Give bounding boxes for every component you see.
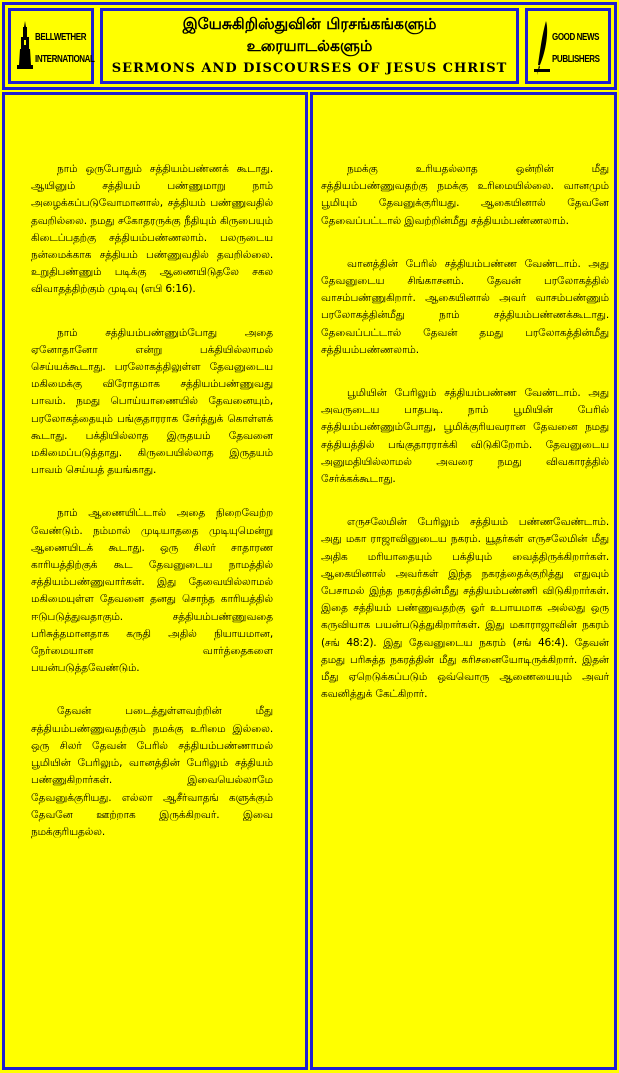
right-paragraph-3: பூமியின் பேரிலும் சத்தியம்பண்ண வேண்டாம். அது அவருடைய பாதபடி. நாம் பூமியின் பேரில் சத்தியம்பண்ணும்போது, பூமிக்குரியவரான தேவனை நமது சத்தியத்தில் பங்குதாரராக்கி விடுகிறோம். தேவனுடைய அனுமதியில்லாமல் அவரை நமது விவகாரத்தில் சேர்க்கக்கூடாது.	[321, 387, 609, 486]
title-english: SERMONS AND DISCOURSES OF JESUS CHRIST	[111, 61, 508, 76]
left-paragraph-2: நாம் சத்தியம்பண்ணும்போது அதை ஏனோதானோ என்று பக்தியில்லாமல் செய்யக்கூடாது. பரலோகத்திலுள்ள தேவனுடைய மகிமைக்கு விரோதமாக சத்தியம்பண்ணுவது பாவம். நமது பொய்யாணையில் தேவனையும், பரலோகத்தையும் பங்குதாரராக சேர்த்துக் கொள்ளக் கூடாது. பக்தியில்லாத இருதயம் தேவனை மகிமைப்படுத்தாது. கிருபையில்லாத இருதயம் பாவம் செய்யத் தயங்காது.	[31, 326, 273, 477]
title-tamil-line1: இயேசுகிறிஸ்துவின் பிரசங்கங்களும்	[182, 15, 437, 33]
bellwether-logo-line1: BELLWETHER	[35, 32, 87, 43]
bellwether-logo	[8, 8, 94, 84]
left-paragraph-4: தேவன் படைத்துள்ளவற்றின் மீது சத்தியம்பண்ணுவதற்கும் நமக்கு உரிமை இல்லை. ஒரு சிலர் தேவன் பேரில் சத்தியம்பண்ணாமல் பூமியின் பேரிலும், வானத்தின் பேரிலும் சத்தியம் பண்ணுகிறார்கள். இவையெல்லாமே தேவனுக்குரியது. எல்லா ஆசீர்வாதங் களுக்கும் தேவனே ஊற்றாக இருக்கிறவர். இவை நமக்குரியதல்ல.	[31, 705, 273, 838]
bellwether-logo-line2: INTERNATIONAL	[35, 54, 95, 65]
bell-tower-logo-icon	[17, 21, 33, 77]
good-news-logo-line2: PUBLISHERS	[552, 54, 600, 65]
left-column	[2, 92, 308, 1070]
good-news-logo	[525, 8, 611, 84]
right-paragraph-2: வானத்தின் பேரில் சத்தியம்பண்ண வேண்டாம். அது தேவனுடைய சிங்காசனம். தேவன் பரலோகத்தில் வாசம்பண்ணுகிறார். ஆகையினால் அவர் வாசம்பண்ணும் பரலோகத்தின்மீது நாம் சத்தியம்பண்ணக்கூடாது. தேவைப்பட்டால் தேவன் தமது பரலோகத்தின்மீது சத்தியம்பண்ணலாம்.	[321, 257, 609, 356]
title-block	[100, 8, 519, 84]
left-paragraph-3: நாம் ஆணையிட்டால் அதை நிறைவேற்ற வேண்டும். நம்மால் முடியாததை முடியுமென்று ஆணையிடக் கூடாது. ஒரு சிலர் சாதாரண காரியத்திற்குக் கூட தேவனுடைய நாமத்தில் சத்தியம்பண்ணுவார்கள். இது தேவையில்லாமல் மகிமையுள்ள தேவனை தனது சொந்த காரியத்தில் ஈடுபடுத்துவதாகும். சத்தியம்பண்ணுவதை பரிசுத்தமானதாக கருதி அதில் நியாயமான, நேர்மையான வார்த்தைகளை பயன்படுத்தவேண்டும்.	[31, 507, 273, 675]
right-paragraph-1: நமக்கு உரியதல்லாத ஒன்றின் மீது சத்தியம்பண்ணுவதற்கு நமக்கு உரிமையில்லை. வானமும் பூமியும் தேவனுக்குரியது. ஆகையினால் தேவனே தேவைப்பட்டால் இவற்றின்மீது சத்தியம்பண்ணலாம்.	[321, 163, 609, 227]
right-paragraph-4: எருசலேமின் பேரிலும் சத்தியம் பண்ணவேண்டாம். அது மகா ராஜாவினுடைய நகரம். யூதர்கள் எருசலேமின் மீது அதிக மரியாதையும் பக்தியும் வைத்திருக்கிறார்கள். ஆகையினால் அவர்கள் இந்த நகரத்தைக்குறித்து எதுவும் பேசாமல் இந்த நகரத்தின்மீது சத்தியம்பண்ணி விடுகிறார்கள். இதை சத்தியம் பண்ணுவதற்கு ஓர் உபாயமாக அல்லது ஒரு கருவியாக பயன்படுத்துகிறார்கள். இது மகாராஜாவின் நகரம் (சங் 48:2). இது தேவனுடைய நகரம் (சங் 46:4). தேவன் தமது பரிசுத்த நகரத்தின் மீது கரிசனையோடிருக்கிறார். இதன் மீது ஏறெடுக்கப்படும் ஒவ்வொரு ஆணையையும் அவர் கவனித்துக் கேட்கிறார்.	[321, 516, 609, 701]
page-header	[2, 2, 617, 90]
right-column	[310, 92, 617, 1070]
quill-logo-icon	[534, 21, 550, 77]
title-tamil-line2: உரையாடல்களும்	[246, 37, 373, 55]
left-paragraph-1: நாம் ஒருபோதும் சத்தியம்பண்ணக் கூடாது. ஆயினும் சத்தியம் பண்ணுமாறு நாம் அழைக்கப்படுவோமானால், சத்தியம் பண்ணுவதில் தவறில்லை. நமது சகோதரருக்கு நீதியும் கிருபையும் கிடைப்பதற்கு சத்தியம்பண்ணலாம். பலருடைய நன்மைக்காக சத்தியம் பண்ணுவதில் தவறில்லை. உறுதிபண்ணும் படிக்கு ஆணையிடுதலே சகல விவாதத்திற்கும் முடிவு (எபி 6:16).	[31, 163, 273, 296]
good-news-logo-line1: GOOD NEWS	[552, 32, 600, 43]
